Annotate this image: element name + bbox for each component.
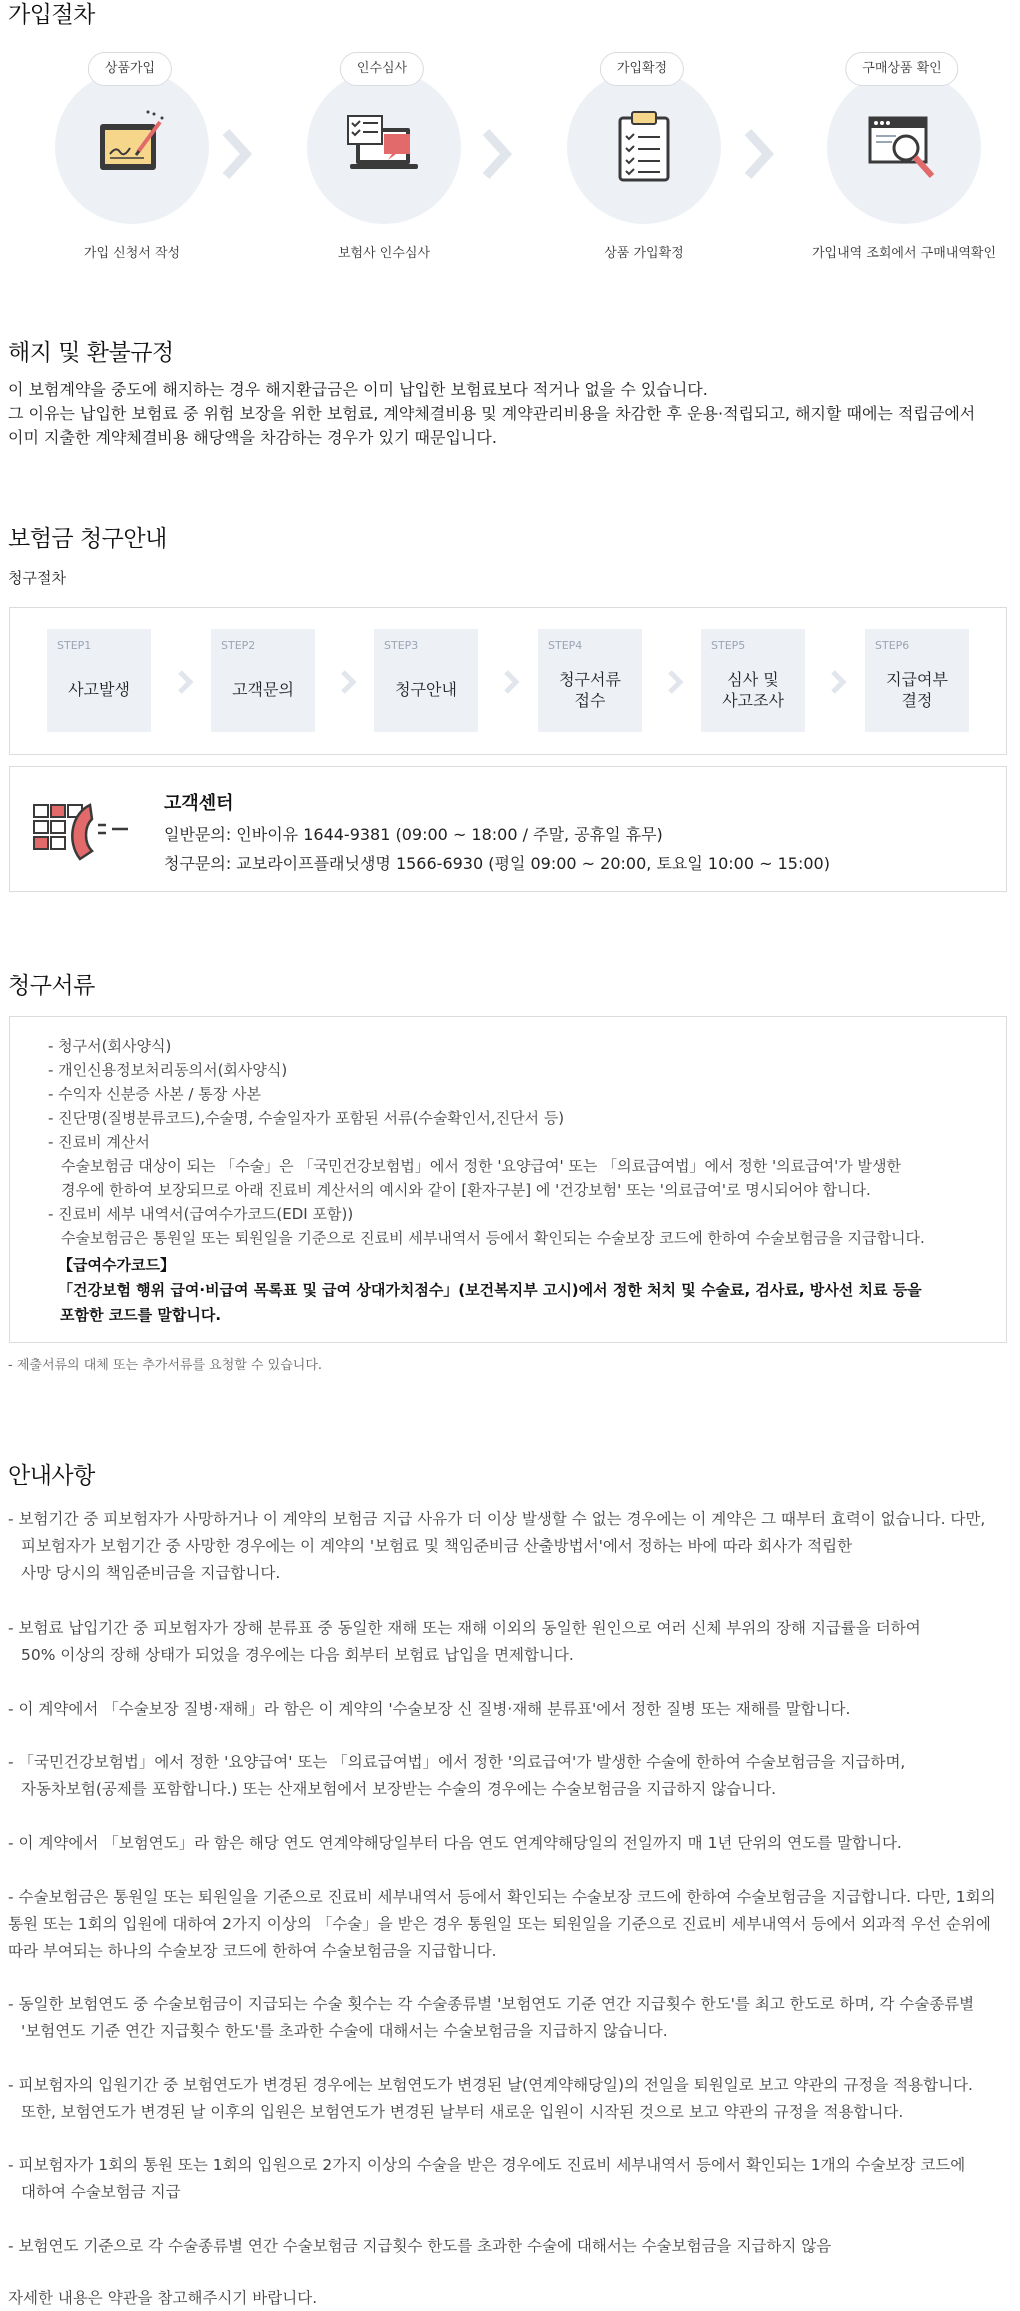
final-note: 자세한 내용은 약관을 참고해주시기 바랍니다. bbox=[8, 2289, 318, 2307]
documents-list bbox=[48, 1034, 998, 1250]
join-step-caption: 가입 신청서 작성 bbox=[83, 246, 181, 261]
notice-item: - 이 계약에서 「수술보장 질병·재해」라 함은 이 계약의 '수술보장 신 질병·재해 분류표'에서 정한 질병 또는 재해를 말합니다. bbox=[8, 1700, 851, 1718]
notice-item: - 수술보험금은 통원일 또는 퇴원일을 기준으로 진료비 세부내역서 등에서 확인되는 수술보장 코드에 한하여 수술보험금을 지급합니다. 다만, 1회의 통원 또는 1회의 입원에 대하여 2가지 이상의 「수술」을 받은 경우 통원일 또는 퇴원일을 기준으로 진료비 세부내역서 등에서 외과적 우선 순위에 따라 부여되는 하나의 수술보장 코드에 한하여 수술보험금을 지급합니다. bbox=[8, 1888, 996, 1960]
claim-step-5 bbox=[701, 629, 805, 732]
claim-step-4 bbox=[538, 629, 642, 732]
chevron-right-icon bbox=[338, 668, 360, 696]
signature-tablet-icon bbox=[94, 108, 170, 184]
claim-step-label: STEP6 bbox=[875, 639, 910, 652]
laptop-review-icon bbox=[346, 108, 422, 184]
claim-step-name: 지급여부 결정 bbox=[886, 670, 948, 710]
claim-step-label: STEP5 bbox=[711, 639, 746, 652]
join-step-caption: 보험사 인수심사 bbox=[337, 246, 431, 261]
list-item: - 진료비 세부 내역서(급여수가코드(EDI 포함)) bbox=[48, 1205, 354, 1223]
list-item: 수술보험금은 통원일 또는 퇴원일을 기준으로 진료비 세부내역서 등에서 확인되는 수술보장 코드에 한하여 수술보험금을 지급합니다. bbox=[61, 1229, 925, 1247]
join-steps bbox=[0, 52, 1020, 272]
join-step-pill: 인수심사 bbox=[340, 52, 424, 86]
general-inquiry: 일반문의: 인바이유 1644-9381 (09:00 ~ 18:00 / 주말, 공휴일 휴무) bbox=[164, 825, 663, 844]
notice-item: - 이 계약에서 「보험연도」라 함은 해당 연도 연계약해당일부터 다음 연도 연계약해당일의 전일까지 매 1년 단위의 연도를 말합니다. bbox=[8, 1834, 902, 1852]
claim-step-label: STEP1 bbox=[57, 639, 92, 652]
notice-item: - 「국민건강보험법」에서 정한 '요양급여' 또는 「의료급여법」에서 정한 '의료급여'가 발생한 수술에 한하여 수술보험금을 지급하며, 자동차보험(공제를 포함합니다.) 또는 산재보험에서 보장받는 수술의 경우에는 수술보험금을 지급하지 않습니다. bbox=[8, 1753, 906, 1798]
claim-step-name: 청구안내 bbox=[395, 680, 457, 699]
join-step-caption: 상품 가입확정 bbox=[604, 246, 684, 261]
join-step-pill: 구매상품 확인 bbox=[845, 52, 958, 86]
browser-search-icon bbox=[866, 108, 942, 184]
claim-step-3 bbox=[374, 629, 478, 732]
list-item: - 수익자 신분증 사본 / 통장 사본 bbox=[48, 1085, 261, 1103]
claim-subtitle: 청구절차 bbox=[8, 569, 66, 587]
customer-center bbox=[9, 766, 1007, 892]
claim-step-name: 청구서류 접수 bbox=[559, 670, 621, 710]
list-item: - 진단명(질병분류코드),수술명, 수술일자가 포함된 서류(수술확인서,진단서 등) bbox=[48, 1109, 565, 1127]
claim-inquiry: 청구문의: 교보라이프플래닛생명 1566-6930 (평일 09:00 ~ 20:00, 토요일 10:00 ~ 15:00) bbox=[164, 854, 830, 873]
claim-step-name: 사고발생 bbox=[68, 680, 130, 699]
join-step-caption: 가입내역 조회에서 구매내역확인 bbox=[811, 246, 997, 261]
documents-note: - 제출서류의 대체 또는 추가서류를 요청할 수 있습니다. bbox=[8, 1358, 323, 1373]
documents-title: 청구서류 bbox=[8, 973, 95, 999]
list-item: - 개인신용정보처리동의서(회사양식) bbox=[48, 1061, 288, 1079]
chevron-right-icon bbox=[665, 668, 687, 696]
notices-title: 안내사항 bbox=[8, 1463, 95, 1489]
chevron-right-icon bbox=[501, 668, 523, 696]
fee-code-note: 【급여수가코드】 「건강보험 행위 급여·비급여 목록표 및 급여 상대가치점수」(보건복지부 고시)에서 정한 처치 및 수술료, 검사료, 방사선 치료 등을 포함한 코드를 말합니다. bbox=[58, 1256, 922, 1324]
join-step-pill: 가입확정 bbox=[600, 52, 684, 86]
join-title: 가입절차 bbox=[8, 2, 95, 28]
list-item: - 청구서(회사양식) bbox=[48, 1037, 172, 1055]
refund-line: 이 보험계약을 중도에 해지하는 경우 해지환급금은 이미 납입한 보험료보다 적거나 없을 수 있습니다. bbox=[8, 380, 708, 399]
notice-item: - 피보험자가 1회의 통원 또는 1회의 입원으로 2가지 이상의 수술을 받은 경우에도 진료비 세부내역서 등에서 확인되는 1개의 수술보장 코드에 대하여 수술보험금 지급 bbox=[8, 2156, 966, 2201]
chevron-right-icon bbox=[175, 668, 197, 696]
customer-center-title: 고객센터 bbox=[164, 793, 234, 814]
refund-text bbox=[8, 378, 1008, 450]
claim-steps bbox=[9, 607, 1007, 755]
claim-step-name: 고객문의 bbox=[232, 680, 294, 699]
chevron-right-icon bbox=[828, 668, 850, 696]
notice-item: - 피보험자의 입원기간 중 보험연도가 변경된 경우에는 보험연도가 변경된 날(연계약해당일)의 전일을 퇴원일로 보고 약관의 규정을 적용합니다. 또한, 보험연도가 변경된 날 이후의 입원은 보험연도가 변경된 날부터 새로운 입원이 시작된 것으로 보고 약관의 규정을 적용합니다. bbox=[8, 2076, 973, 2121]
notice-item: - 보험연도 기준으로 각 수술종류별 연간 수술보험금 지급횟수 한도를 초과한 수술에 대해서는 수술보험금을 지급하지 않음 bbox=[8, 2237, 832, 2255]
list-item: - 진료비 계산서 bbox=[48, 1133, 150, 1151]
chevron-right-icon bbox=[218, 124, 258, 184]
chevron-right-icon bbox=[740, 124, 780, 184]
list-item: 경우에 한하여 보장되므로 아래 진료비 계산서의 예시와 같이 [환자구분] 에 '건강보험' 또는 '의료급여'로 명시되어야 합니다. bbox=[61, 1181, 871, 1199]
claim-step-label: STEP3 bbox=[384, 639, 419, 652]
claim-step-6 bbox=[865, 629, 969, 732]
claim-step-1 bbox=[47, 629, 151, 732]
claim-step-name: 심사 및 사고조사 bbox=[722, 670, 784, 710]
refund-title: 해지 및 환불규정 bbox=[8, 340, 174, 366]
documents-box bbox=[9, 1016, 1007, 1343]
notice-item: - 보험료 납입기간 중 피보험자가 장해 분류표 중 동일한 재해 또는 재해 이외의 동일한 원인으로 여러 신체 부위의 장해 지급률을 더하여 50% 이상의 장해 상태가 되었을 경우에는 다음 회부터 보험료 납입을 면제합니다. bbox=[8, 1619, 921, 1664]
list-item: 수술보험금 대상이 되는 「수술」은 「국민건강보험법」에서 정한 '요양급여' 또는 「의료급여법」에서 정한 '의료급여'가 발생한 bbox=[61, 1157, 901, 1175]
join-step-pill: 상품가입 bbox=[88, 52, 172, 86]
claim-title: 보험금 청구안내 bbox=[8, 526, 167, 552]
claim-step-label: STEP2 bbox=[221, 639, 256, 652]
phone-keypad-icon bbox=[32, 801, 142, 865]
claim-step-2 bbox=[211, 629, 315, 732]
clipboard-checklist-icon bbox=[606, 108, 682, 184]
notice-item: - 보험기간 중 피보험자가 사망하거나 이 계약의 보험금 지급 사유가 더 이상 발생할 수 없는 경우에는 이 계약은 그 때부터 효력이 없습니다. 다만, 피보험자가 보험기간 중 사망한 경우에는 이 계약의 '보험료 및 책임준비금 산출방법서'에서 정하는 바에 따라 회사가 적립한 사망 당시의 책임준비금을 지급합니다. bbox=[8, 1510, 986, 1582]
refund-line: 이미 지출한 계약체결비용 해당액을 차감하는 경우가 있기 때문입니다. bbox=[8, 428, 497, 447]
claim-step-label: STEP4 bbox=[548, 639, 583, 652]
chevron-right-icon bbox=[478, 124, 518, 184]
notice-item: - 동일한 보험연도 중 수술보험금이 지급되는 수술 횟수는 각 수술종류별 '보험연도 기준 연간 지급횟수 한도'를 최고 한도로 하며, 각 수술종류별 '보험연도 기준 연간 지급횟수 한도'를 초과한 수술에 대해서는 수술보험금을 지급하지 않습니다. bbox=[8, 1995, 975, 2040]
refund-line: 그 이유는 납입한 보험료 중 위험 보장을 위한 보험료, 계약체결비용 및 계약관리비용을 차감한 후 운용·적립되고, 해지할 때에는 적립금에서 bbox=[8, 404, 976, 423]
